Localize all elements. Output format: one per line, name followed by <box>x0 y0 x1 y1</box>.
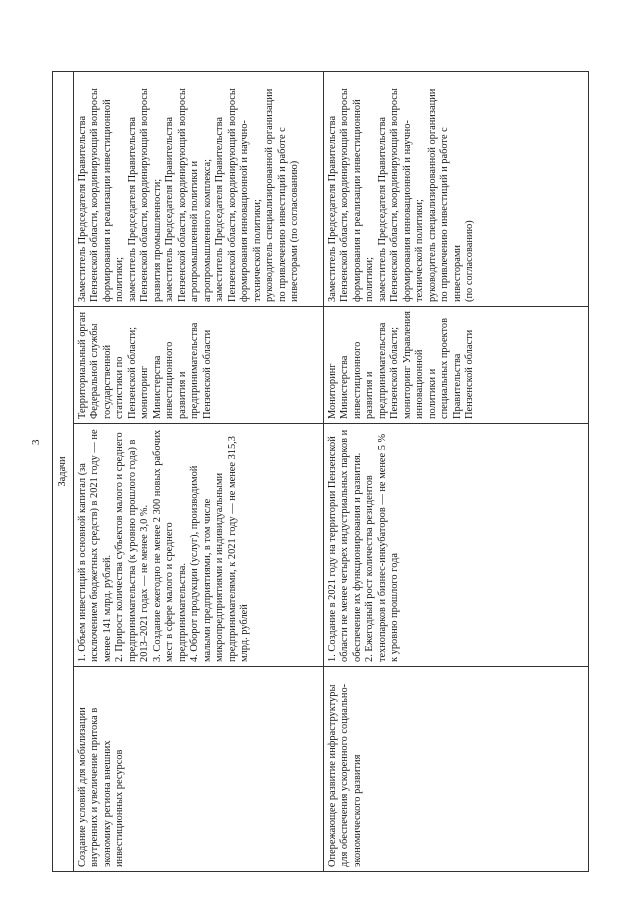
responsible-item: заместитель Председателя Правительства Пензенской области, координирующий вопросы агропромышленной политики и агропромышленного комплекса; <box>164 88 213 302</box>
responsible-item: Заместитель Председателя Правительства Пензенской области, координирующий вопросы формирования и реализации инвестиционной политики; <box>327 88 376 302</box>
task-cell: Опережающее развитие инфраструктуры для обеспечения ускоренного социально-экономического развития <box>324 667 589 872</box>
indicator-item: 2. Ежегодный рост количества резидентов технопарков и бизнес-инкубаторов — не менее 5 % к уровню прошлого года <box>364 433 401 662</box>
monitoring-cell: Территориальный орган Федеральной службы государственной статистики по Пензенской области; мониторинг Министерства инвестиционного развития и предпринимательства Пензенской области <box>74 307 324 424</box>
responsible-item: Заместитель Председателя Правительства Пензенской области, координирующий вопросы формирования и реализации инвестиционной политики; <box>77 88 126 302</box>
indicator-item: 1. Создание в 2021 году на территории Пензенской области не менее четырех индустриальных парков и обеспечение их функционирования и развития. <box>327 429 363 662</box>
responsible-item: (по согласованию) <box>464 220 476 302</box>
page-number: 3 <box>30 439 42 445</box>
task-cell: Создание условий для мобилизации внутренних и увеличение притока в экономику региона внешних инвестиционных ресурсов <box>74 667 324 872</box>
rotated-table-wrapper <box>52 72 589 872</box>
responsible-item: руководитель специализированной организации по привлечению инвестиций и работе с инвесторами <box>426 88 463 302</box>
table-header-row <box>53 71 74 871</box>
table-row <box>324 71 589 871</box>
responsible-cell <box>74 71 324 306</box>
responsible-cell <box>324 71 589 306</box>
responsible-item: заместитель Председателя Правительства Пензенской области, координирующий вопросы формирования инновационной и научно-технической политики; <box>214 88 263 302</box>
indicator-item: 4. Оборот продукции (услуг), производимой малыми предприятиями, в том числе микропредприятиями и индивидуальными предпринимателями, к 2021 году — не менее 315,3 млрд. рублей <box>189 436 251 662</box>
table-header-tasks: Задачи <box>53 71 74 871</box>
responsible-item: заместитель Председателя Правительства Пензенской области, координирующий вопросы формирования инновационной и научно-технической политики; <box>376 88 426 302</box>
indicators-cell <box>324 424 589 667</box>
indicator-item: 3. Создание ежегодно не менее 2 300 новых рабочих мест в сфере малого и среднего предпринимательства. <box>151 429 188 662</box>
responsible-item: руководитель специализированной организации по привлечению инвестиций и работе с инвесторами (по согласованию) <box>264 88 301 302</box>
monitoring-cell: Мониторинг Министерства инвестиционного развития и предпринимательства Пензенской области; мониторинг Управления инновационной политики и специальных проектов Правительства Пензенской области <box>324 307 589 424</box>
tasks-table <box>52 71 589 872</box>
table-row <box>74 71 324 871</box>
indicator-item: 1. Объем инвестиций в основной капитал (за исключением бюджетных средств) в 2021 году — не менее 141 млрд. рублей. <box>77 429 113 662</box>
responsible-item: заместитель Председателя Правительства Пензенской области, координирующий вопросы развития промышленности; <box>126 88 163 302</box>
indicator-item: 2. Прирост количества субъектов малого и среднего предпринимательства (к уровню прошлого года) в 2013–2021 годах — не менее 3,0 %. <box>114 432 151 662</box>
indicators-cell <box>74 424 324 667</box>
